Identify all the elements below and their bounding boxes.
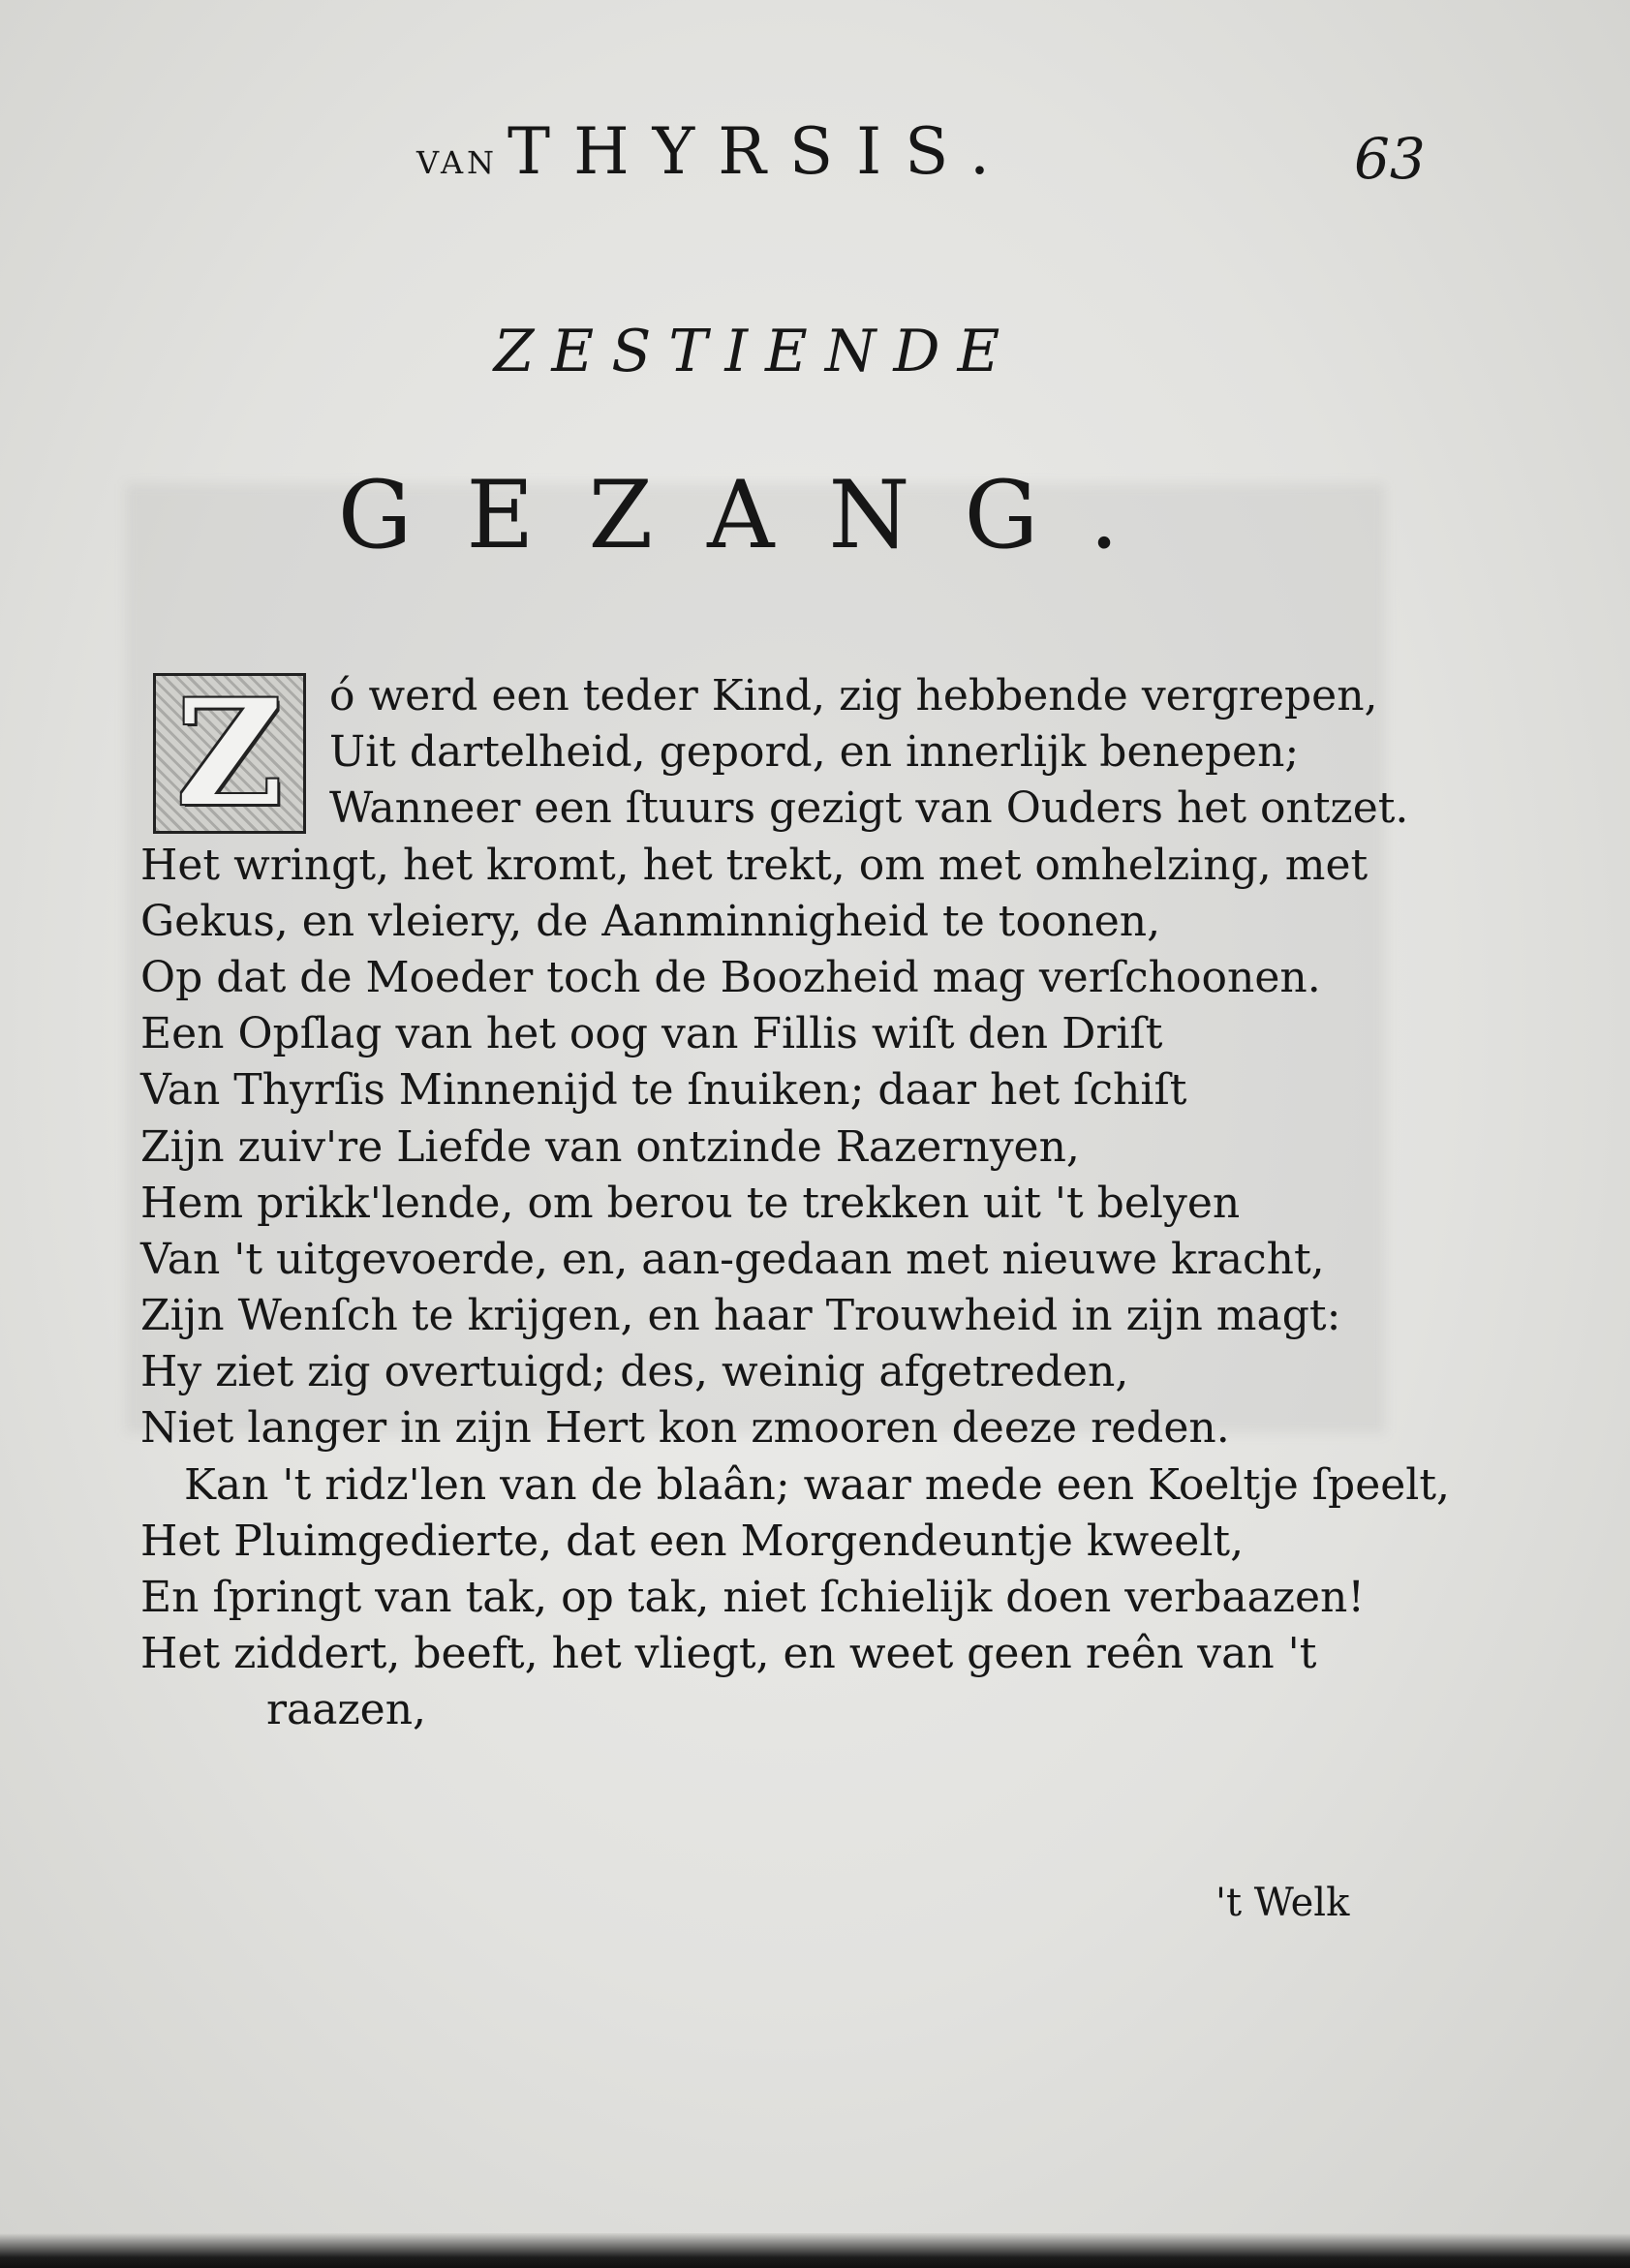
poem-line: Van 't uitgevoerde, en, aan-gedaan met nieuwe kracht,	[140, 1234, 1325, 1284]
poem-line: Niet langer in zijn Hert kon zmooren deeze reden.	[140, 1403, 1230, 1454]
header-prefix: VAN	[416, 144, 499, 181]
poem-line: Zijn Wenſch te krijgen, en haar Trouwheid in zijn magt:	[140, 1291, 1341, 1341]
header-title: THYRSIS.	[507, 114, 1014, 189]
poem-line: Zijn zuiv're Liefde van ontzinde Razernyen,	[140, 1121, 1080, 1172]
poem-line: Gekus, en vleiery, de Aanminnigheid te toonen,	[140, 896, 1161, 946]
poem-line: Van Thyrſis Minnenijd te ſnuiken; daar het ſchiſt	[140, 1065, 1187, 1116]
drop-cap-letter: Z	[176, 668, 283, 839]
poem-line: En ſpringt van tak, op tak, niet ſchielijk doen verbaazen!	[140, 1573, 1366, 1622]
poem-body	[140, 668, 1451, 1739]
poem-line: Hy ziet zig overtuigd; des, weinig afgetreden,	[140, 1347, 1129, 1397]
page-number: 63	[1354, 126, 1426, 192]
poem-line: Een Opſlag van het oog van Fillis wiſt den Driſt	[140, 1009, 1163, 1059]
page-bottom-edge	[0, 2233, 1630, 2268]
poem-line: Op dat de Moeder toch de Boozheid mag verſchoonen.	[140, 952, 1321, 1002]
poem-line: raazen,	[266, 1685, 427, 1735]
chapter-title: GEZANG.	[337, 461, 1174, 569]
running-header	[416, 114, 1013, 189]
poem-line: Uit dartelheid, gepord, en innerlijk benepen;	[329, 727, 1300, 778]
chapter-title-ordinal: ZESTIENDE	[493, 318, 1018, 385]
poem-line: Het Pluimgedierte, dat een Morgendeuntje kweelt,	[140, 1516, 1245, 1566]
poem-line: Wanneer een ſtuurs gezigt van Ouders het ontzet.	[329, 783, 1409, 834]
poem-line: Het ziddert, beeft, het vliegt, en weet geen reên van 't	[140, 1629, 1317, 1679]
poem-line: Hem prikk'lende, om berou te trekken uit 't belyen	[140, 1178, 1241, 1228]
catchword: 't Welk	[1215, 1881, 1350, 1925]
poem-line: Het wringt, het kromt, het trekt, om met omhelzing, met	[140, 840, 1369, 890]
poem-line: ó werd een teder Kind, zig hebbende vergrepen,	[329, 671, 1378, 720]
poem-line: Kan 't ridz'len van de blaân; waar mede een Koeltje ſpeelt,	[184, 1459, 1451, 1510]
